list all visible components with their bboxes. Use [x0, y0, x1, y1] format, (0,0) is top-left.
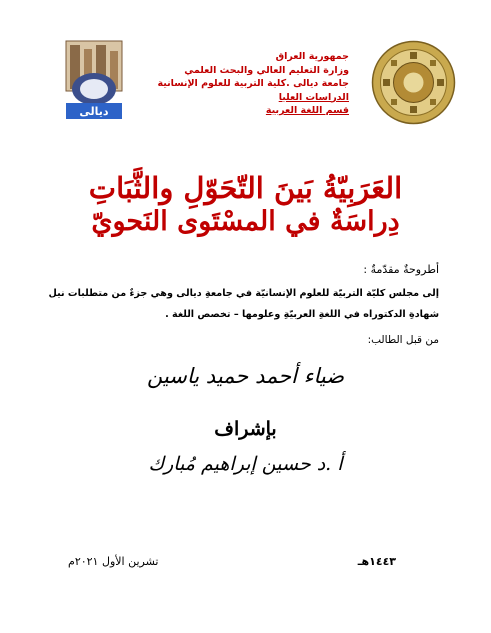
thesis-title-line1: العَرَبِيّةُ بَينَ التّحَوّلِ والثَّبَاتِ	[88, 171, 403, 205]
header-country: جمهورية العراق	[275, 51, 349, 62]
student-name: ضياء أحمد حميد ياسين	[146, 364, 345, 388]
header-university: جامعة ديالى .كلية التربية للعلوم الإنسانية	[157, 78, 349, 89]
thesis-title-line2: دِراسَةٌ في المسْتَوى النَحويّ	[91, 206, 400, 237]
header-ministry: وزارة التعليم العالي والبحث العلمي	[184, 64, 349, 76]
thesis-label: أطروحةٌ مقدّمةٌ :	[363, 263, 439, 276]
hijri-date: ١٤٤٣هـ	[357, 555, 396, 568]
gregorian-date: تشرين الأول ٢٠٢١م	[68, 555, 159, 568]
supervision-label: بإشراف	[214, 418, 277, 440]
submission-statement-line2: شهادةِ الدكتوراه في اللغةِ العربيّةِ وعلومها – تخصص اللغة .	[165, 309, 439, 320]
by-student-label: من قبل الطالب:	[367, 334, 439, 346]
college-seal-logo	[371, 40, 456, 125]
institution-header	[129, 50, 349, 118]
header-graduate-studies: الدراسات العليا	[278, 91, 349, 103]
submission-statement-line1: إلى مجلس كليّة التربيّة للعلوم الإنسانيّة في جامعةِ ديالى وهي جزءٌ من متطلبات نيل	[48, 288, 439, 299]
university-logo	[60, 37, 128, 123]
supervisor-name: أ .د حسين إبراهيم مُبارك	[148, 453, 343, 475]
header-department: قسم اللغة العربية	[265, 105, 349, 116]
logo-wordmark: ديالى	[79, 105, 109, 118]
